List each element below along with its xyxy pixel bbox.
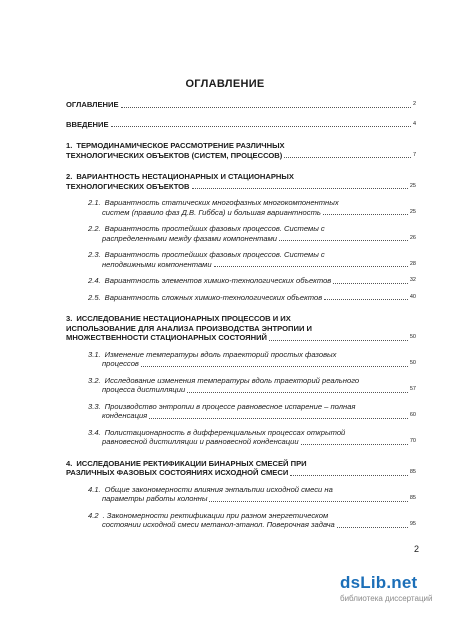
toc-subsection[interactable]: [66, 428, 416, 447]
toc-entry-text: процессов: [102, 359, 139, 368]
toc-entry-number: 2.1.: [88, 198, 101, 207]
toc-leader-dots: [324, 299, 408, 300]
toc-leader-dots: [214, 266, 408, 267]
table-of-contents: [66, 100, 416, 530]
toc-subsection[interactable]: [66, 376, 416, 395]
toc-page-number: 26: [409, 234, 416, 241]
toc-entry-text: Вариантность статических многофазных многокомпонентных: [104, 198, 339, 207]
toc-entry-text: конденсация: [102, 411, 148, 420]
toc-leader-dots: [323, 214, 408, 215]
toc-entry-number: 1.: [66, 141, 73, 150]
toc-page-number: 25: [409, 208, 416, 215]
toc-entry-text: Вариантность простейших фазовых процессов. Системы с: [104, 250, 325, 259]
toc-entry-text: ТЕРМОДИНАМИЧЕСКОЕ РАССМОТРЕНИЕ РАЗЛИЧНЫХ: [76, 141, 285, 150]
toc-entry-text: ИСПОЛЬЗОВАНИЕ ДЛЯ АНАЛИЗА ПРОИЗВОДСТВА ЭНТРОПИИ И: [66, 323, 312, 333]
toc-leader-dots: [290, 475, 408, 476]
toc-page-number: 60: [409, 412, 416, 418]
toc-entry-number: 3.4.: [88, 427, 101, 437]
toc-page-number: 7: [412, 151, 416, 158]
toc-entry-number: 2.: [66, 172, 73, 181]
toc-page-number: 85: [409, 469, 416, 475]
toc-entry-text: . Закономерности ректификации при разном энергетическом: [102, 510, 329, 520]
toc-entry-text: распределенными между фазами компонентами: [102, 233, 278, 243]
toc-entry-text: ИССЛЕДОВАНИЕ НЕСТАЦИОНАРНЫХ ПРОЦЕССОВ И ИХ: [76, 314, 291, 323]
toc-page-number: 57: [409, 386, 416, 392]
toc-entry-text: ВАРИАНТНОСТЬ НЕСТАЦИОНАРНЫХ И СТАЦИОНАРНЫХ: [76, 172, 294, 181]
watermark-logo[interactable]: [340, 573, 450, 593]
toc-entry-text: равновесной дистилляции и равновесной конденсации: [102, 437, 299, 446]
toc-leader-dots: [141, 366, 408, 367]
toc-section[interactable]: [66, 314, 416, 343]
toc-subsection[interactable]: [66, 198, 416, 217]
toc-subsection[interactable]: [66, 293, 416, 303]
toc-entry-text: Вариантность сложных химико-технологических объектов: [104, 292, 323, 302]
toc-section[interactable]: [66, 459, 416, 478]
toc-page-number: 28: [409, 260, 416, 267]
toc-entry-text: процесса дистилляции: [102, 385, 186, 394]
toc-entry-text: ТЕХНОЛОГИЧЕСКИХ ОБЪЕКТОВ (СИСТЕМ, ПРОЦЕССОВ): [66, 150, 283, 160]
toc-entry-text: параметры работы колонны: [102, 494, 208, 503]
toc-entry-number: 4.2: [88, 510, 99, 520]
toc-subsection[interactable]: [66, 350, 416, 369]
toc-entry-text: состоянии исходной смеси метанол-этанол. Поверочная задача: [102, 520, 335, 529]
toc-page-number: 2: [412, 101, 416, 107]
page-title: ОГЛАВЛЕНИЕ: [185, 78, 265, 90]
toc-page-number: 70: [409, 438, 416, 444]
toc-section[interactable]: [66, 172, 416, 191]
toc-section[interactable]: [66, 120, 416, 130]
toc-section[interactable]: [66, 141, 416, 160]
toc-entry-text: ОГЛАВЛЕНИЕ: [66, 100, 119, 109]
toc-page-number: 95: [409, 521, 416, 527]
toc-entry-text: Полистационарность в дифференциальных процессах открытой: [104, 427, 346, 437]
toc-page-number: 40: [409, 293, 416, 300]
toc-entry-number: 4.1.: [88, 484, 101, 494]
toc-page-number: 4: [412, 120, 416, 127]
toc-entry-text: Вариантность простейших фазовых процессов. Системы с: [104, 224, 325, 233]
toc-entry-text: Производство энтропии в процессе равновесное испарение – полная: [104, 401, 356, 411]
toc-page-number: 85: [409, 495, 416, 501]
toc-page-number: 32: [409, 277, 416, 283]
watermark-logo-main: dsLib: [340, 573, 387, 592]
toc-page-number: 50: [409, 334, 416, 340]
toc-entry-text: систем (правило фаз Д.В. Гиббса) и большая вариантность: [102, 207, 321, 217]
toc-entry-number: 3.1.: [88, 349, 101, 359]
toc-entry-text: неподвижными компонентами: [102, 259, 212, 269]
toc-page-number: 25: [409, 182, 416, 189]
toc-leader-dots: [279, 240, 408, 241]
toc-subsection[interactable]: [66, 276, 416, 286]
toc-leader-dots: [192, 188, 408, 189]
toc-entry-number: 3.: [66, 314, 73, 323]
toc-entry-number: 3.3.: [88, 401, 101, 411]
toc-subsection[interactable]: [66, 485, 416, 504]
toc-leader-dots: [121, 107, 411, 108]
toc-subsection[interactable]: [66, 224, 416, 243]
toc-subsection[interactable]: [66, 511, 416, 530]
watermark[interactable]: [340, 573, 450, 603]
toc-entry-text: ТЕХНОЛОГИЧЕСКИХ ОБЪЕКТОВ: [66, 181, 190, 191]
toc-entry-number: 3.2.: [88, 375, 101, 385]
toc-leader-dots: [149, 418, 408, 419]
toc-subsection[interactable]: [66, 402, 416, 421]
toc-entry-text: РАЗЛИЧНЫХ ФАЗОВЫХ СОСТОЯНИЯХ ИСХОДНОЙ СМЕСИ: [66, 468, 289, 477]
watermark-logo-tld: .net: [386, 573, 418, 592]
toc-entry-number: 2.2.: [88, 224, 101, 233]
toc-section[interactable]: [66, 100, 416, 110]
toc-entry-text: ВВЕДЕНИЕ: [66, 119, 109, 129]
toc-leader-dots: [301, 444, 408, 445]
toc-leader-dots: [209, 501, 407, 502]
toc-entry-text: ИССЛЕДОВАНИЕ РЕКТИФИКАЦИИ БИНАРНЫХ СМЕСЕЙ ПРИ: [76, 458, 307, 468]
toc-page-number: 50: [409, 360, 416, 366]
toc-entry-number: 2.5.: [88, 292, 101, 302]
toc-entry-text: Исследование изменения температуры вдоль траекторий реального: [104, 375, 360, 385]
toc-entry-text: Вариантность элементов химико-технологических объектов: [104, 276, 332, 285]
toc-leader-dots: [337, 527, 408, 528]
toc-entry-text: МНОЖЕСТВЕННОСТИ СТАЦИОНАРНЫХ СОСТОЯНИЙ: [66, 333, 267, 342]
toc-entry-number: 4.: [66, 458, 73, 468]
watermark-subtitle: библиотека диссертаций: [340, 594, 433, 603]
toc-entry-number: 2.4.: [88, 276, 101, 285]
toc-leader-dots: [284, 157, 411, 158]
toc-leader-dots: [269, 340, 408, 341]
page-number: 2: [414, 544, 420, 554]
toc-leader-dots: [187, 392, 408, 393]
toc-subsection[interactable]: [66, 250, 416, 269]
toc-entry-text: Общие закономерности влияния энтальпии исходной смеси на: [104, 484, 333, 494]
toc-entry-number: 2.3.: [88, 250, 101, 259]
toc-leader-dots: [111, 126, 411, 127]
toc-leader-dots: [333, 283, 408, 284]
toc-entry-text: Изменение температуры вдоль траекторий простых фазовых: [104, 349, 337, 359]
